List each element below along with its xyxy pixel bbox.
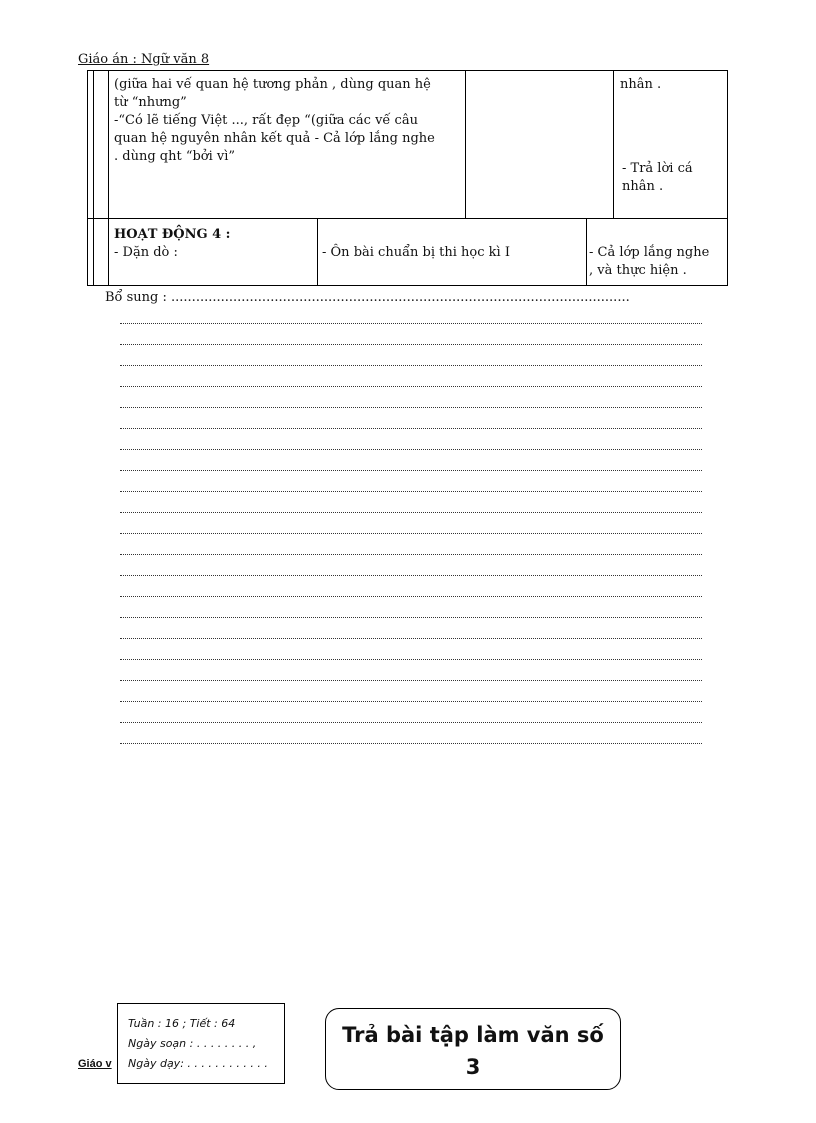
row2-divider-d [586,218,587,286]
row1-content: (giữa hai vế quan hệ tương phản , dùng quan hệ từ “nhưng” -“Có lẽ tiếng Việt ..., rất đẹp “(giữa các vế câu quan hệ nguyên nhân kết quả - Cả lớp lắng nghe . dùng qht “bởi vì” [114,77,435,164]
row1-divider-b [108,70,109,219]
row2-response: - Cả lớp lắng nghe , và thực hiện . [589,245,710,278]
footer-partial-label: Giáo v [78,1058,112,1070]
row2-divider-b [108,218,109,286]
row2-divider-c [317,218,318,286]
lesson-title-box [325,1008,621,1090]
compose-date: Ngày soạn : . . . . . . . . , [128,1037,257,1050]
week-period: Tuần : 16 ; Tiết : 64 [128,1017,236,1030]
lesson-title-number: 3 [465,1055,481,1079]
row1-divider-a [93,70,94,219]
page-header: Giáo án : Ngữ văn 8 [78,52,210,67]
row2-task: - Ôn bài chuẩn bị thi học kì I [322,245,510,260]
supplement-label: Bổ sung : ............................................................................................................... [105,290,630,305]
row1-response-top: nhân . [620,77,662,92]
row2-divider-a [93,218,94,286]
row1-divider-c [465,70,466,219]
teach-date: Ngày dạy: . . . . . . . . . . . . [128,1057,268,1070]
row1-divider-d [613,70,614,219]
lesson-title: Trả bài tập làm văn số [342,1023,604,1047]
row1-response-bottom: - Trả lời cá nhân . [622,161,693,194]
activity-heading: HOẠT ĐỘNG 4 : [114,227,231,242]
row2-instruction: - Dặn dò : [114,245,178,260]
lesson-info-box [117,1003,285,1084]
